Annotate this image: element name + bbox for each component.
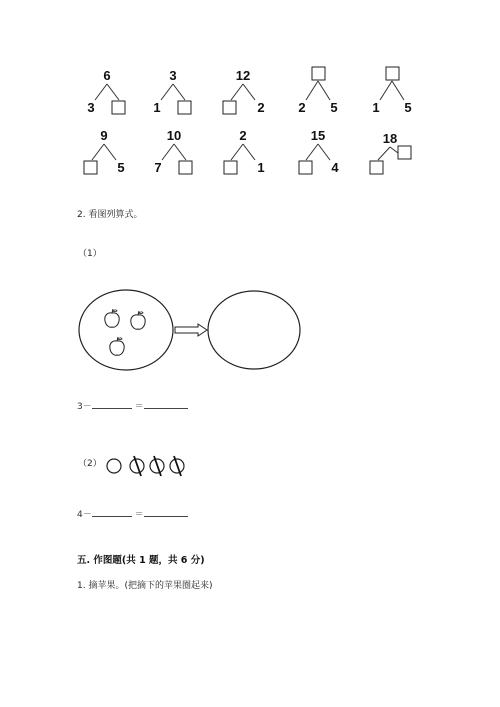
tree-top-number: 3	[169, 68, 177, 83]
circle-icon	[107, 459, 121, 473]
tree-left-number: 7	[154, 160, 162, 175]
answer-box[interactable]	[312, 67, 325, 80]
answer-box[interactable]	[398, 146, 411, 159]
tree-left-number: 3	[87, 100, 95, 115]
apple-icon	[110, 337, 124, 355]
part-1-label: （1）	[78, 249, 102, 259]
equation-1-blank-2[interactable]	[144, 399, 188, 409]
tree-left-number: 1	[153, 100, 161, 115]
equation-1-prefix: 3－	[77, 402, 92, 412]
tree-top-number: 9	[100, 128, 108, 143]
apple-icon	[105, 309, 119, 327]
tree-right-number: 2	[257, 100, 265, 115]
equation-1	[77, 399, 188, 412]
apple-icon	[131, 311, 145, 329]
tree-left-number: 2	[298, 100, 306, 115]
number-tree-9	[299, 128, 339, 175]
apple-diagram	[70, 285, 310, 380]
section-5-heading: 五. 作图题(共 1 题，共 6 分)	[77, 555, 205, 566]
number-tree-10	[370, 131, 411, 174]
tree-top-number: 12	[235, 68, 251, 83]
tree-top-number: 2	[239, 128, 247, 143]
answer-box[interactable]	[223, 101, 236, 114]
crossed-circle-icon	[150, 456, 164, 476]
left-circle	[79, 290, 173, 370]
number-tree-7	[154, 128, 192, 175]
tree-top-number: 18	[382, 131, 398, 146]
number-tree-1	[87, 68, 125, 115]
tree-right-number: 5	[117, 160, 125, 175]
equation-2-prefix: 4－	[77, 510, 92, 520]
answer-box[interactable]	[112, 101, 125, 114]
answer-box[interactable]	[299, 161, 312, 174]
equation-2-blank-2[interactable]	[144, 507, 188, 517]
part-2-label: （2）	[78, 459, 102, 469]
answer-box[interactable]	[179, 161, 192, 174]
right-arrow-icon	[175, 324, 207, 336]
answer-box[interactable]	[386, 67, 399, 80]
question-2-title: 2. 看图列算式。	[77, 210, 143, 220]
equation-2-blank-1[interactable]	[92, 507, 132, 517]
tree-top-number: 15	[310, 128, 326, 143]
section-5-question-1: 1. 摘苹果。(把摘下的苹果圈起来)	[77, 581, 213, 591]
tree-right-number: 5	[330, 100, 338, 115]
answer-box[interactable]	[224, 161, 237, 174]
circle-sequence	[104, 455, 196, 479]
crossed-circle-icon	[170, 456, 184, 476]
equation-2-equals: ＝	[134, 510, 144, 520]
answer-box[interactable]	[370, 161, 383, 174]
right-circle[interactable]	[208, 291, 300, 369]
number-tree-5	[372, 67, 411, 115]
tree-left-number: 1	[372, 100, 380, 115]
equation-1-equals: ＝	[134, 402, 144, 412]
answer-box[interactable]	[84, 161, 97, 174]
crossed-circle-icon	[130, 456, 144, 476]
number-trees	[0, 0, 500, 200]
equation-1-blank-1[interactable]	[92, 399, 132, 409]
number-tree-4	[298, 67, 337, 115]
number-tree-8	[224, 128, 265, 175]
equation-2	[77, 507, 188, 520]
answer-box[interactable]	[178, 101, 191, 114]
tree-top-number: 6	[103, 68, 111, 83]
number-tree-6	[84, 128, 125, 175]
tree-right-number: 1	[257, 160, 265, 175]
tree-top-number: 10	[166, 128, 182, 143]
number-tree-2	[153, 68, 191, 115]
tree-right-number: 4	[331, 160, 339, 175]
tree-right-number: 5	[404, 100, 412, 115]
number-tree-3	[223, 68, 265, 115]
